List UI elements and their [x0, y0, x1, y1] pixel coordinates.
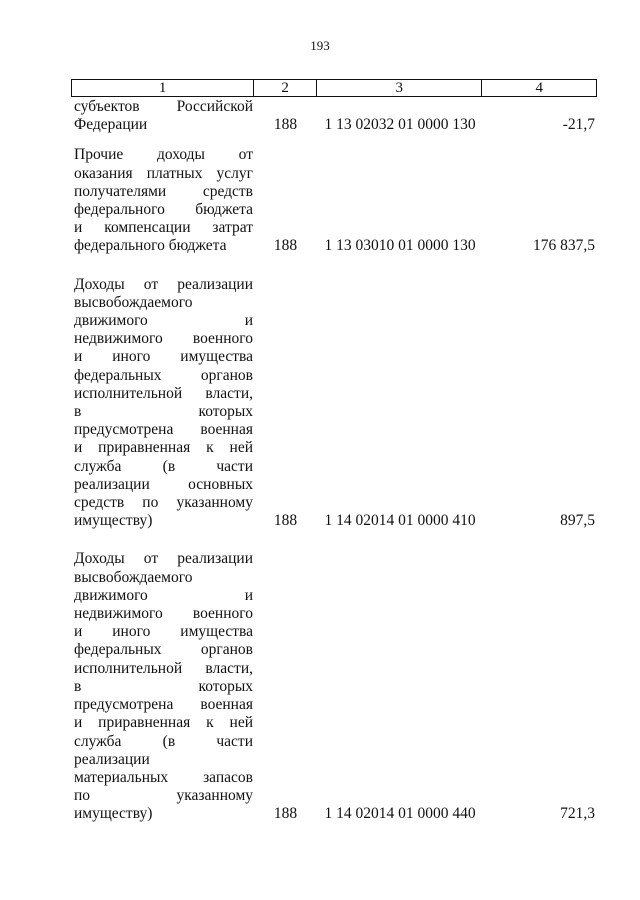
description-line: служба (в части [74, 457, 253, 475]
column-header-1: 1 [72, 80, 254, 96]
description-line: Доходы от реализации [74, 550, 253, 568]
table-row [71, 98, 597, 134]
description-line: исполнительной власти, [74, 659, 253, 677]
column-header-4: 4 [535, 80, 543, 96]
row-description [71, 550, 254, 823]
description-line: и иного имущества [74, 348, 253, 366]
row-budget-code: 1 13 02032 01 0000 130 [324, 116, 476, 134]
description-line: в которых [74, 677, 253, 695]
row-admin-code: 188 [273, 805, 298, 823]
description-line: получателями средств [74, 182, 253, 200]
description-line: высвобождаемого [74, 293, 193, 311]
column-header-3: 3 [317, 80, 482, 96]
row-budget-code: 1 14 02014 01 0000 410 [324, 512, 476, 530]
description-line: Доходы от реализации [74, 275, 253, 293]
description-line: служба (в части [74, 732, 253, 750]
description-line: федерального бюджета [74, 237, 227, 255]
row-amount: 721,3 [560, 805, 595, 823]
description-line: недвижимого военного [74, 605, 253, 623]
row-amount: 897,5 [560, 512, 595, 530]
row-admin-code: 188 [273, 237, 298, 255]
row-admin-code: 188 [273, 116, 298, 134]
row-description [71, 98, 254, 134]
description-line: по указанному [74, 787, 253, 805]
description-line: в которых [74, 403, 253, 421]
description-line: предусмотрена военная [74, 696, 253, 714]
column-header-2: 2 [254, 80, 317, 96]
table-row [71, 276, 597, 531]
table-row [71, 550, 597, 823]
row-budget-code: 1 13 03010 01 0000 130 [324, 237, 476, 255]
row-amount: -21,7 [562, 116, 595, 134]
description-line: материальных запасов [74, 768, 253, 786]
description-line: реализации основных [74, 475, 253, 493]
description-line: и компенсации затрат [74, 219, 253, 237]
description-line: имуществу) [74, 512, 153, 530]
description-line: движимого и [74, 312, 253, 330]
description-line: и иного имущества [74, 623, 253, 641]
row-description [71, 146, 254, 255]
description-line: федерального бюджета [74, 201, 253, 219]
description-line: предусмотрена военная [74, 421, 253, 439]
table-body [71, 98, 597, 824]
row-amount: 176 837,5 [533, 237, 595, 255]
row-admin-code: 188 [273, 512, 298, 530]
description-line: и приравненная к ней [74, 714, 253, 732]
description-line: высвобождаемого [74, 568, 193, 586]
description-line: Федерации [74, 116, 148, 134]
description-line: федеральных органов [74, 641, 253, 659]
row-description [71, 276, 254, 531]
description-line: субъектов Российской [74, 98, 253, 115]
description-line: реализации [74, 750, 150, 768]
description-line: и приравненная к ней [74, 439, 253, 457]
page-number: 193 [310, 38, 330, 53]
description-line: недвижимого военного [74, 330, 253, 348]
table-column-header [71, 79, 597, 97]
description-line: средств по указанному [74, 494, 253, 512]
table-row [71, 146, 597, 255]
description-line: движимого и [74, 586, 253, 604]
description-line: Прочие доходы от [74, 146, 253, 164]
description-line: оказания платных услуг [74, 164, 253, 182]
description-line: имуществу) [74, 805, 153, 823]
description-line: исполнительной власти, [74, 384, 253, 402]
description-line: федеральных органов [74, 366, 253, 384]
row-budget-code: 1 14 02014 01 0000 440 [324, 805, 476, 823]
